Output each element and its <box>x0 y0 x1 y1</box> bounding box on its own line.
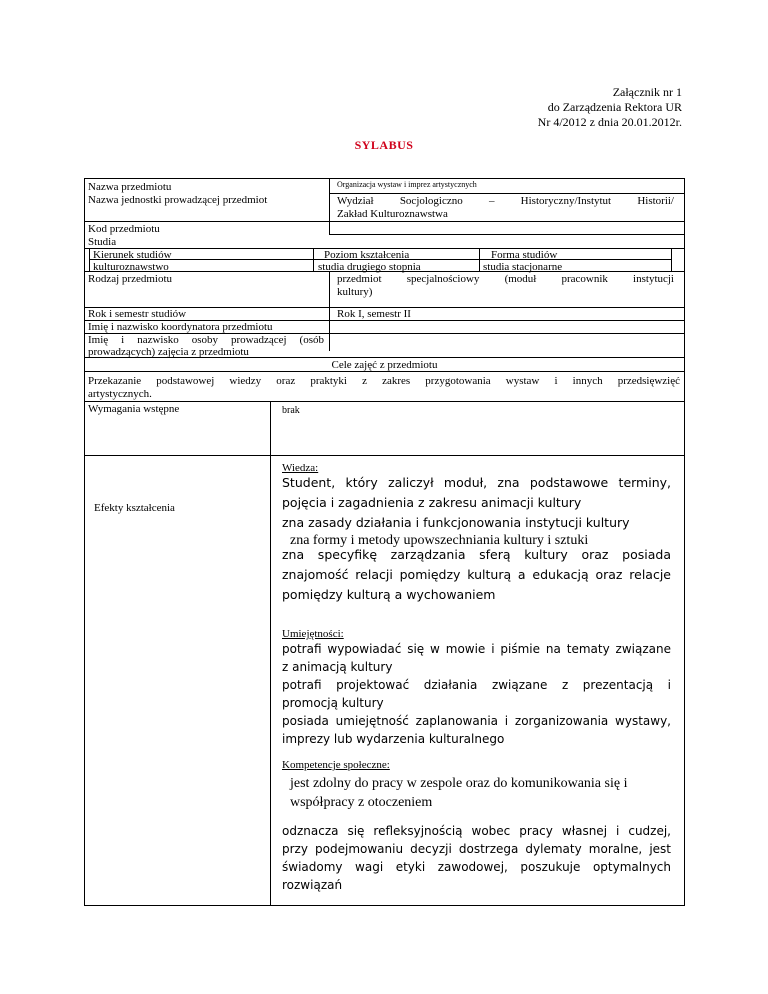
unit-value-line2: Zakład Kulturoznawstwa <box>337 208 448 220</box>
knowledge-item: zna specyfikę zarządzania sferą kultury oraz posiada <box>282 547 671 562</box>
annex-number: Załącznik nr 1 <box>612 85 682 99</box>
objectives-text-line2: artystycznych. <box>88 388 152 400</box>
competence-item: rozwiązań <box>282 878 343 892</box>
level-value: studia drugiego stopnia <box>318 261 421 273</box>
knowledge-item: pojęcia i zagadnienia z zakresu animacji kultury <box>282 495 582 510</box>
skills-list <box>282 640 671 748</box>
skills-item: posiada umiejętność zaplanowania i zorganizowania wystawy, <box>282 714 671 728</box>
knowledge-item: pomiędzy kulturą a wychowaniem <box>282 587 496 602</box>
annex-date: Nr 4/2012 z dnia 20.01.2012r. <box>537 115 682 129</box>
social-competences-heading: Kompetencje społeczne: <box>282 759 390 771</box>
skills-item: potrafi wypowiadać się w mowie i piśmie na tematy związane <box>282 642 671 656</box>
studies-label: Studia <box>88 236 117 248</box>
skills-item: potrafi projektować działania związane z prezentacją i <box>282 678 671 692</box>
study-form-label: Forma studiów <box>491 249 558 261</box>
knowledge-item: znajomość relacji pomiędzy kulturą a edukacją oraz relacje <box>282 567 671 582</box>
course-name-value: Organizacja wystaw i imprez artystycznych <box>337 180 477 189</box>
prerequisites-value: brak <box>282 405 300 416</box>
knowledge-list-2 <box>282 545 671 605</box>
annex-regulation: do Zarządzenia Rektora UR <box>547 100 682 114</box>
objectives-heading: Cele zajęć z przedmiotu <box>331 359 438 371</box>
learning-outcomes-label: Efekty kształcenia <box>94 502 175 514</box>
social-competences-serif <box>290 774 627 812</box>
competence-item: odznacza się refleksyjnością wobec pracy własnej i cudzej, <box>282 824 671 838</box>
instructor-label-line2: prowadzących) zajęcia z przedmiotu <box>88 346 249 358</box>
social-competences-list <box>282 822 671 894</box>
knowledge-list <box>282 473 671 533</box>
knowledge-item: zna zasady działania i funkcjonowania instytucji kultury <box>282 515 630 530</box>
course-type-label: Rodzaj przedmiotu <box>88 273 173 285</box>
page-title: SYLABUS <box>354 138 414 152</box>
knowledge-item: zna formy i metody upowszechniania kultury i sztuki <box>290 533 589 548</box>
competence-item: przy podejmowaniu decyzji dostrzega dylematy moralne, jest <box>282 842 671 856</box>
skills-item: promocją kultury <box>282 696 384 710</box>
level-label: Poziom kształcenia <box>324 249 410 261</box>
study-form-value: studia stacjonarne <box>483 261 563 273</box>
competence-item: świadomy wagi etyki zawodowej, poszukuje optymalnych <box>282 860 671 874</box>
course-name-label: Nazwa przedmiotu <box>88 181 172 193</box>
course-code-label: Kod przedmiotu <box>88 223 160 235</box>
knowledge-heading: Wiedza: <box>282 462 319 474</box>
competence-item: współpracy z otoczeniem <box>290 795 433 810</box>
course-type-value-line2: kultury) <box>337 286 373 298</box>
prerequisites-label: Wymagania wstępne <box>88 403 180 415</box>
field-of-study-label: Kierunek studiów <box>93 249 172 261</box>
field-of-study-value: kulturoznawstwo <box>93 261 169 273</box>
year-semester-label: Rok i semestr studiów <box>88 308 187 320</box>
unit-label: Nazwa jednostki prowadzącej przedmiot <box>88 194 268 206</box>
course-type-value-line1: przedmiot specjalnościowy (moduł pracownik instytucji <box>337 273 674 285</box>
coordinator-label: Imię i nazwisko koordynatora przedmiotu <box>88 321 273 333</box>
skills-item: z animacją kultury <box>282 660 393 674</box>
unit-value-line1: Wydział Socjologiczno – Historyczny/Instytut Historii/ <box>337 195 674 207</box>
skills-item: imprezy lub wydarzenia kulturalnego <box>282 732 505 746</box>
competence-item: jest zdolny do pracy w zespole oraz do komunikowania się i <box>290 776 628 791</box>
skills-heading: Umiejętności: <box>282 628 344 640</box>
year-semester-value: Rok I, semestr II <box>337 308 411 320</box>
knowledge-item: Student, który zaliczył moduł, zna podstawowe terminy, <box>282 475 671 490</box>
objectives-text-line1: Przekazanie podstawowej wiedzy oraz praktyki z zakres przygotowania wystaw i innych przedsięwzięć <box>88 375 680 387</box>
instructor-label-line1: Imię i nazwisko osoby prowadzącej (osób <box>88 334 324 346</box>
